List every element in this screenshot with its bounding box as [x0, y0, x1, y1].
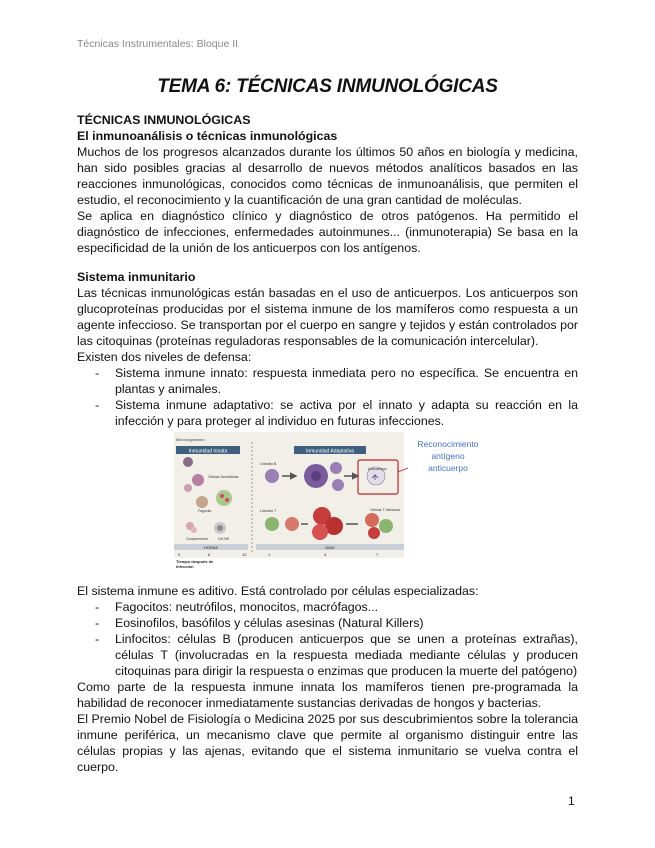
axis-label-line1: Tiempo después de — [176, 559, 214, 564]
content-body — [77, 110, 578, 775]
page-number: 1 — [568, 794, 575, 808]
paragraph: Las técnicas inmunológicas están basadas en el uso de anticuerpos. Los anticuerpos son glucoproteínas producidas por el sistema inmune de los mamíferos como respuesta a un agente infeccioso. Se transportan por el cuerpo en sangre y tejidos y están controlados por las citoquinas (proteínas reguladoras responsables de la comunicación intercelular). — [77, 286, 578, 348]
list-item: - Sistema inmune adaptativo: se activa por el innato y adapta su reacción en la infección y para proteger al individuo en futuras infecciones. — [77, 397, 578, 429]
innate-label: Inmunidad Innata — [188, 448, 228, 455]
mast-cell — [184, 484, 192, 492]
list-item: - Fagocitos: neutrófilos, monocitos, macrófagos... — [77, 599, 578, 615]
nk-label: Cél NK — [218, 537, 230, 541]
paragraph: Muchos de los progresos alcanzados durante los últimos 50 años en biología y medicina, han sido posibles gracias al desarrollo de nuevos métodos analíticos basados en las reacciones inmunológicas, conocidos como técnicas de inmunoanálisis, que permiten el estudio, el reconocimiento y la cuantificación de una gran cantidad de moléculas. — [77, 145, 578, 207]
section-subheading: El inmunoanálisis o técnicas inmunológicas — [77, 129, 338, 143]
immune-diagram — [174, 432, 490, 579]
t-cell-label: Linfocito T — [260, 509, 277, 513]
t-cell — [265, 517, 279, 531]
paragraph: Como parte de la respuesta inmune innata los mamíferos tienen pre-programada la habilidad de reconocer inmediatamente sustancias derivadas de hongos y bacterias. — [77, 680, 578, 710]
paragraph: Existen dos niveles de defensa: — [77, 350, 252, 364]
dendritic-cell — [192, 474, 204, 486]
bullet-list — [77, 599, 578, 679]
days-label: DÍAS — [325, 544, 335, 550]
annotation-line1: Reconocimiento — [417, 439, 479, 449]
tick-label: 7 — [376, 552, 379, 557]
microorganism-cell — [183, 457, 193, 467]
bullet-list — [77, 365, 578, 429]
complement-label: Complemento — [186, 537, 208, 541]
dendritic-label: Células Dendríticas — [208, 475, 239, 479]
tick-label: 1 — [268, 552, 271, 557]
tick-label: 4 — [324, 552, 327, 557]
microorganism-label: Microorganismo — [176, 437, 205, 442]
b-cell-label: Linfocito B — [260, 462, 277, 466]
section-heading: Sistema inmunitario — [77, 270, 196, 284]
axis-label-line2: infección — [176, 564, 194, 569]
paragraph: El Premio Nobel de Fisiología o Medicina 2025 por sus descubrimientos sobre la tolerancia inmune periférica, un mecanismo clave que permite al organismo distinguir entre las células propias y las ajenas, evitando que el sistema inmunitario se vuelva contra el cuerpo. — [77, 712, 578, 774]
phagocyte-cell — [196, 496, 208, 508]
page-title: TEMA 6: TÉCNICAS INMUNOLÓGICAS — [157, 76, 498, 97]
paragraph: Se aplica en diagnóstico clínico y diagnóstico de otros patógenos. Ha permitido el diagnóstico de infecciones, enfermedades autoinmunes... (inmunoterapia) Se basa en la especificidad de la unión de los anticuerpos con los antígenos. — [77, 209, 578, 255]
immune-system-figure — [174, 432, 490, 579]
annotation-line2: antígeno — [431, 451, 465, 461]
annotation-line3: anticuerpo — [428, 463, 468, 473]
list-item: - Linfocitos: células B (producen anticuerpos que se unen a proteínas extrañas), células T (involucradas en la respuesta mediada mediante células y producen citoquinas para dirigir la respuesta o enzimas que producen la muerte del patógeno) — [77, 631, 578, 679]
b-cell — [265, 469, 279, 483]
granulocyte-cell — [216, 490, 232, 506]
running-header: Técnicas Instrumentales: Bloque II — [77, 38, 239, 50]
tick-label: 6 — [208, 552, 211, 557]
tick-label: 12 — [242, 552, 247, 557]
tick-label: 0 — [178, 552, 181, 557]
paragraph: El sistema inmune es aditivo. Está controlado por células especializadas: — [77, 584, 479, 598]
antibody-label: Anticuerpos — [368, 467, 387, 471]
section-heading: TÉCNICAS INMUNOLÓGICAS — [77, 113, 251, 127]
hours-label: HORAS — [203, 544, 219, 550]
effector-label: Células T efectoras — [370, 508, 401, 512]
adaptive-label: Inmunidad Adaptativa — [305, 448, 355, 455]
list-item: - Eosinofilos, basófilos y células asesinas (Natural Killers) — [77, 615, 578, 631]
list-item: - Sistema inmune innato: respuesta inmediata pero no específica. Se encuentra en plantas y animales. — [77, 365, 578, 397]
phagocyte-label: Fagocito — [198, 509, 212, 513]
